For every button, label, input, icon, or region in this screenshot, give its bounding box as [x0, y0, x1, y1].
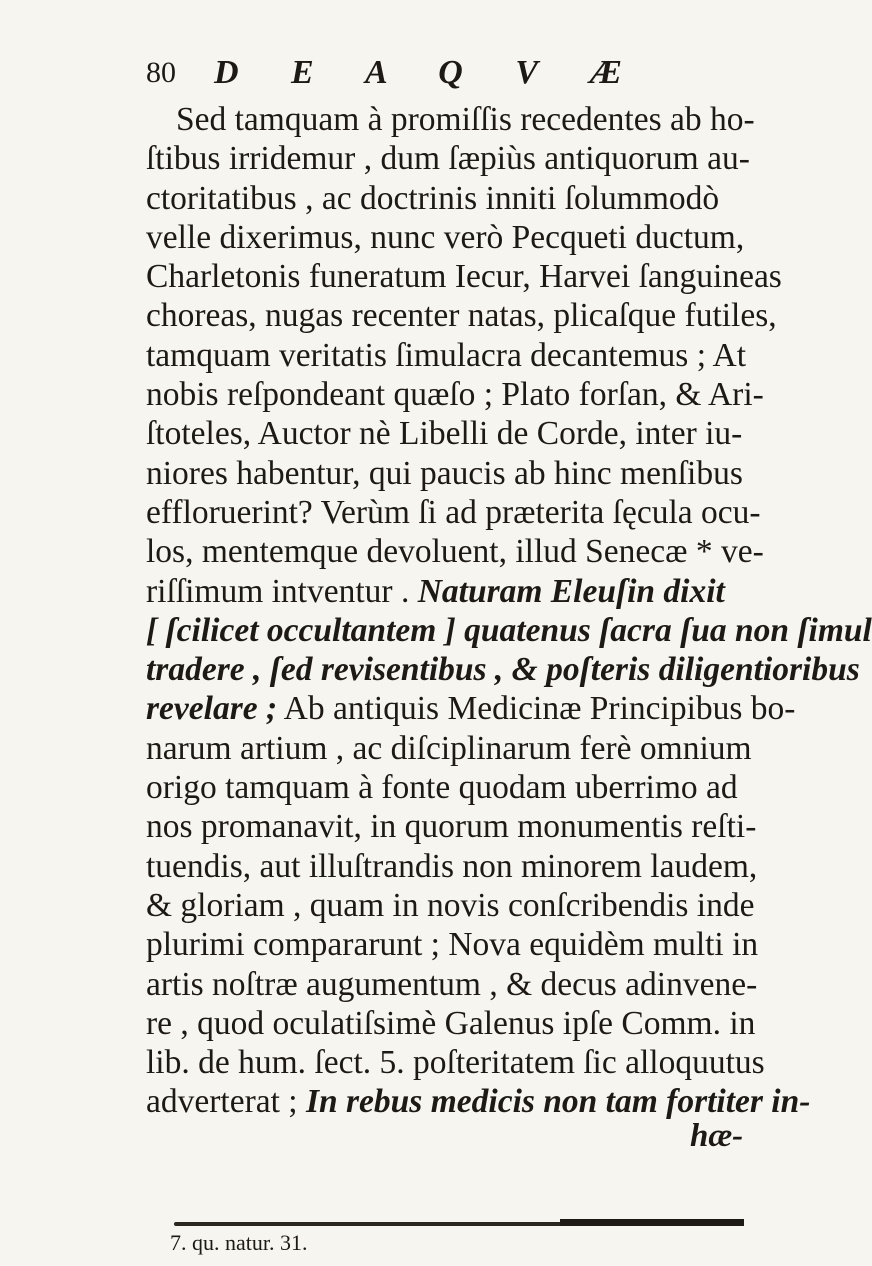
text-segment: nos promanavit, in quorum monumentis reſti- [146, 808, 757, 846]
italic-segment: In rebus medicis non tam fortiter in- [305, 1083, 811, 1121]
text-line [146, 336, 792, 375]
catchword: hæ- [690, 1118, 744, 1154]
text-line [146, 454, 792, 493]
text-line [146, 965, 792, 1004]
text-line [146, 768, 792, 807]
text-segment: plurimi compararunt ; Nova equidèm multi in [146, 926, 759, 964]
italic-segment: ] [436, 611, 465, 649]
text-line [146, 179, 792, 218]
text-line [146, 650, 860, 689]
text-segment: ſtoteles, Auctor nè Libelli de Corde, inter iu- [146, 415, 743, 453]
text-line [146, 807, 792, 846]
text-segment: nobis reſpondeant quæſo ; Plato forſan, & Ari- [146, 376, 764, 414]
footnote-rule-thick [560, 1219, 744, 1226]
text-line [146, 1043, 792, 1082]
text-segment: ctoritatibus , ac doctrinis inniti ſolummodò [146, 179, 720, 217]
text-segment: tamquam veritatis ſimulacra decantemus ; At [146, 336, 747, 374]
text-segment: origo tamquam à fonte quodam uberrimo ad [146, 769, 738, 807]
text-segment: & gloriam , quam in novis conſcribendis inde [146, 886, 755, 924]
text-line [146, 139, 792, 178]
text-line [146, 886, 792, 925]
text-segment: ſtibus irridemur , dum ſæpiùs antiquorum au- [146, 140, 750, 178]
text-segment: lib. de hum. ſect. 5. poſteritatem ſic alloquutus [146, 1044, 765, 1082]
text-segment: los, mentemque devoluent, illud Senecæ * ve- [146, 533, 764, 571]
italic-segment: tradere , ſed revisentibus , & poſteris diligentioribus [146, 651, 860, 689]
text-line [146, 375, 792, 414]
text-segment: re , quod oculatiſsimè Galenus ipſe Comm. in [146, 1004, 756, 1042]
text-segment: Charletonis funeratum Iecur, Harvei ſanguineas [146, 258, 782, 296]
text-segment: niores habentur, qui paucis ab hinc menſibus [146, 454, 743, 492]
text-line [146, 729, 792, 768]
text-line [146, 493, 792, 532]
text-segment: narum artium , ac diſciplinarum ferè omnium [146, 729, 752, 767]
text-line [146, 847, 792, 886]
text-line [146, 414, 792, 453]
text-line [146, 257, 792, 296]
text-line [146, 689, 796, 728]
text-segment: velle dixerimus, nunc verò Pecqueti ductum, [146, 218, 745, 256]
text-segment: artis noſtræ augumentum , & decus adinvene- [146, 965, 758, 1003]
text-line [146, 572, 792, 611]
italic-segment: revelare ; [146, 690, 278, 728]
text-line [146, 100, 792, 139]
text-line [146, 611, 872, 650]
text-line [146, 296, 792, 335]
text-line [146, 925, 792, 964]
body-text [146, 100, 872, 1122]
italic-segment: ſcilicet occultantem [165, 611, 437, 649]
page-number: 80 [146, 56, 176, 89]
text-line [146, 532, 792, 571]
italic-segment: Naturam Eleuſin dixit [417, 572, 725, 610]
footnote: 7. qu. natur. 31. [170, 1230, 308, 1255]
text-line [146, 218, 792, 257]
text-line [146, 1082, 811, 1121]
text-segment: choreas, nugas recenter natas, plicaſque futiles, [146, 297, 777, 335]
running-head [146, 50, 706, 100]
italic-segment: quatenus ſacra ſua non ſimul [464, 611, 872, 649]
text-segment: riſſimum intventur . [146, 572, 418, 610]
text-segment: adverterat ; [146, 1083, 306, 1121]
text-segment: Sed tamquam à promiſſis recedentes ab ho- [176, 101, 755, 138]
italic-segment: [ [146, 611, 166, 649]
text-segment: effloruerint? Verùm ſi ad præterita ſęcula ocu- [146, 493, 761, 531]
text-line [146, 1004, 792, 1043]
text-segment: tuendis, aut illuſtrandis non minorem laudem, [146, 847, 758, 885]
text-segment: Ab antiquis Medicinæ Principibus bo- [277, 690, 796, 728]
running-title: D E A Q V Æ [214, 54, 644, 91]
